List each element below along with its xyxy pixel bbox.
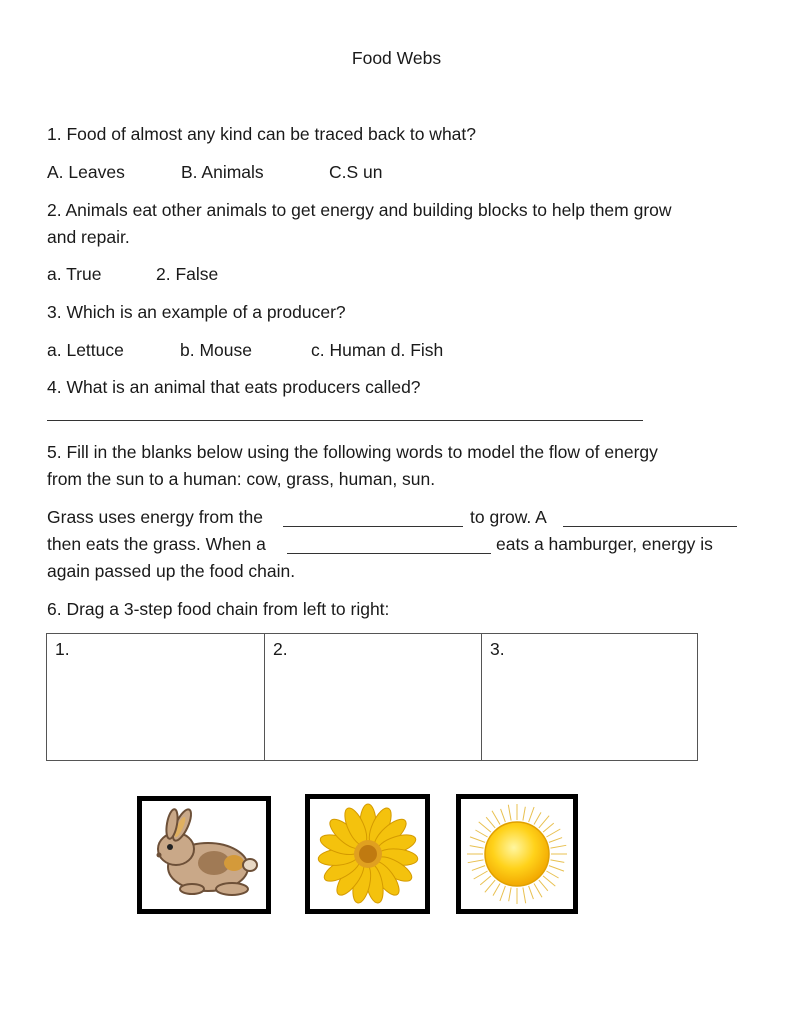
drop-zone-3[interactable]: [481, 633, 698, 761]
question-1: 1. Food of almost any kind can be traced back to what?: [47, 124, 476, 144]
drag-card-rabbit[interactable]: [137, 796, 271, 914]
q1-option-c[interactable]: C.S un: [329, 162, 383, 182]
question-6: 6. Drag a 3-step food chain from left to right:: [47, 599, 390, 619]
page-title: Food Webs: [351, 48, 442, 68]
question-2-cont: and repair.: [47, 227, 130, 247]
q3-option-b[interactable]: b. Mouse: [180, 340, 252, 360]
q3-option-c[interactable]: c. Human d. Fish: [311, 340, 444, 360]
question-2: 2. Animals eat other animals to get energy and building blocks to help them grow: [47, 200, 672, 220]
drop-zone-label: 1.: [55, 639, 70, 659]
sun-icon: [463, 800, 571, 908]
q5-text-a: Grass uses energy from the: [47, 507, 263, 527]
question-5-cont: from the sun to a human: cow, grass, human, sun.: [47, 469, 436, 489]
flower-icon: [316, 802, 420, 906]
q5-blank-3[interactable]: [287, 553, 491, 554]
drop-zone-label: 2.: [273, 639, 288, 659]
question-3: 3. Which is an example of a producer?: [47, 302, 346, 322]
q2-option-true[interactable]: a. True: [47, 264, 102, 284]
q5-text-e: again passed up the food chain.: [47, 561, 296, 581]
q5-text-b: to grow. A: [470, 507, 547, 527]
q5-blank-2[interactable]: [563, 526, 737, 527]
drop-zone-2[interactable]: [264, 633, 482, 761]
q4-answer-blank[interactable]: [47, 420, 643, 421]
q2-option-false[interactable]: 2. False: [156, 264, 219, 284]
q5-text-d: eats a hamburger, energy is: [496, 534, 713, 554]
question-5: 5. Fill in the blanks below using the following words to model the flow of energy: [47, 442, 658, 462]
rabbit-icon: [144, 805, 264, 905]
drop-zone-1[interactable]: [46, 633, 265, 761]
q3-option-a[interactable]: a. Lettuce: [47, 340, 124, 360]
drag-card-sun[interactable]: [456, 794, 578, 914]
q1-option-a[interactable]: A. Leaves: [47, 162, 125, 182]
drop-zone-label: 3.: [490, 639, 505, 659]
q5-blank-1[interactable]: [283, 526, 463, 527]
question-4: 4. What is an animal that eats producers called?: [47, 377, 421, 397]
q1-option-b[interactable]: B. Animals: [181, 162, 264, 182]
drag-card-flower[interactable]: [305, 794, 430, 914]
q5-text-c: then eats the grass. When a: [47, 534, 266, 554]
